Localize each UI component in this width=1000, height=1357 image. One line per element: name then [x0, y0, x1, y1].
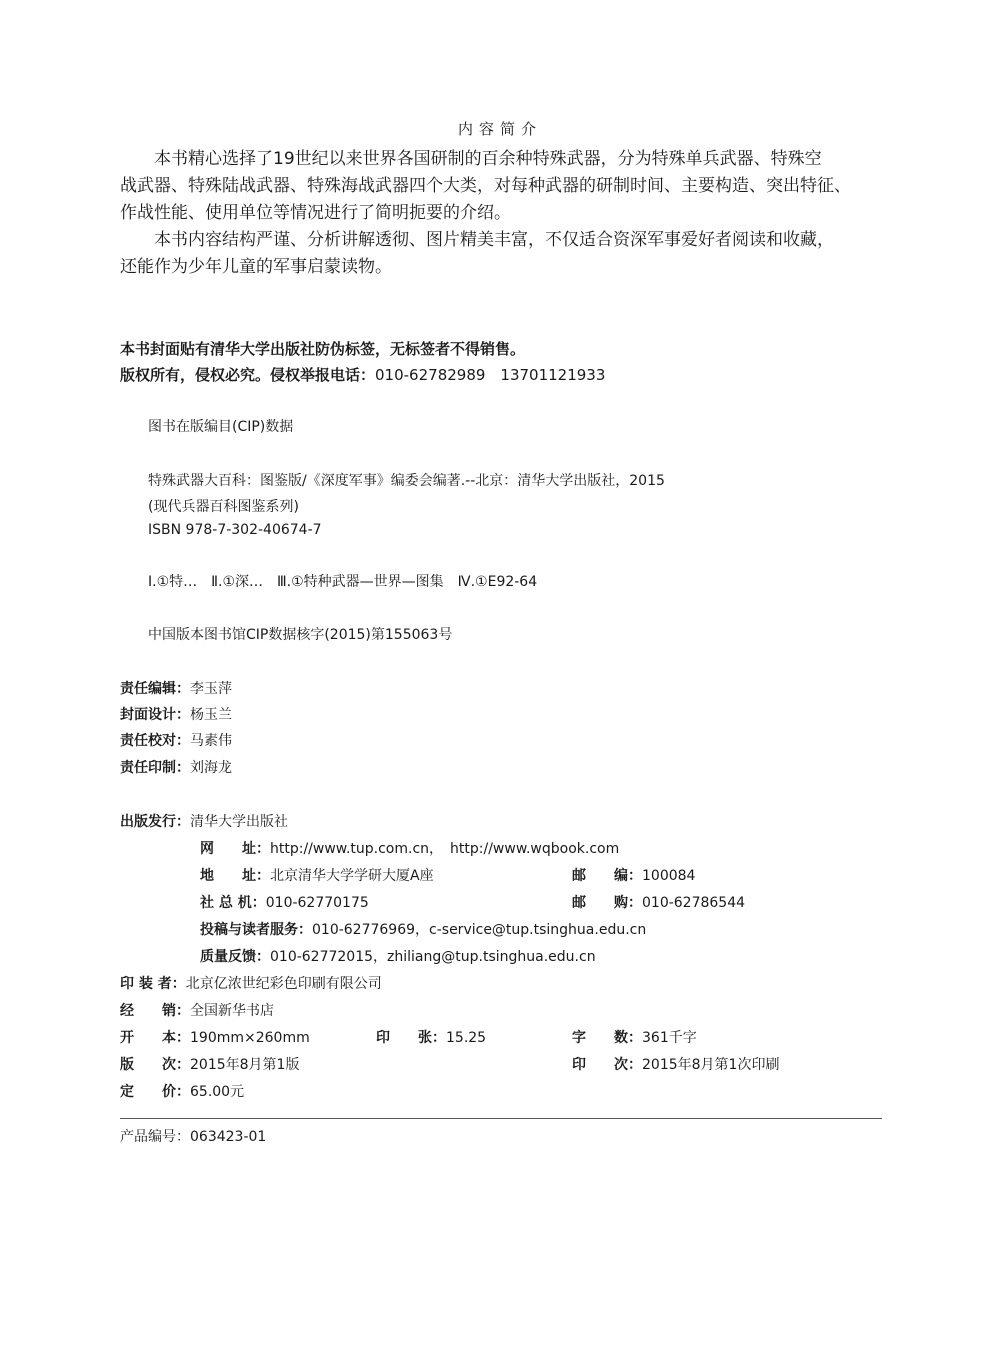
format-value: 190mm×260mm — [190, 1030, 310, 1046]
switchboard-row — [200, 892, 369, 912]
address-label: 地 址： — [200, 868, 270, 884]
staff-row — [120, 730, 232, 750]
staff-label: 责任印制： — [120, 760, 190, 776]
mail-order-row — [572, 892, 745, 912]
publisher-value: 清华大学出版社 — [190, 814, 288, 830]
cip-line-2: (现代兵器百科图鉴系列) — [148, 499, 299, 515]
product-number-label: 产品编号： — [120, 1129, 190, 1145]
summary-title: 内容简介 — [457, 120, 542, 138]
mail-order-label: 邮 购： — [572, 895, 642, 911]
switchboard-label: 社 总 机： — [200, 895, 266, 911]
words-label: 字 数： — [572, 1030, 642, 1046]
mail-order-value: 010-62786544 — [642, 895, 746, 911]
sheets-label: 印 张： — [376, 1030, 446, 1046]
staff-row — [120, 757, 232, 777]
cip-line-1: 特殊武器大百科：图鉴版/《深度军事》编委会编著.--北京：清华大学出版社，2015 — [148, 473, 665, 489]
format-label: 开 本： — [120, 1030, 190, 1046]
printer-value: 北京亿浓世纪彩色印刷有限公司 — [185, 976, 382, 992]
distributor-value: 全国新华书店 — [190, 1003, 274, 1019]
sheets-value: 15.25 — [446, 1030, 487, 1046]
printer-label: 印 装 者： — [120, 976, 186, 992]
words-row — [572, 1027, 697, 1047]
staff-row — [120, 704, 232, 724]
divider — [120, 1118, 882, 1119]
submission-label: 投稿与读者服务： — [200, 922, 312, 938]
anti-counterfeit-notice: 本书封面贴有清华大学出版社防伪标签，无标签者不得销售。 — [120, 340, 526, 358]
website-label: 网 址： — [200, 841, 270, 857]
staff-row — [120, 678, 232, 698]
staff-label: 责任校对： — [120, 733, 190, 749]
format-row — [120, 1027, 310, 1047]
postcode-row — [572, 865, 695, 885]
edition-value: 2015年8月第1版 — [190, 1057, 300, 1073]
cip-classification: Ⅰ.①特… Ⅱ.①深… Ⅲ.①特种武器—世界—图集 Ⅳ.①E92-64 — [148, 574, 538, 590]
price-row — [120, 1081, 244, 1101]
staff-value: 马素伟 — [190, 733, 232, 749]
impression-row — [572, 1054, 779, 1074]
feedback-label: 质量反馈： — [200, 949, 270, 965]
staff-label: 责任编辑： — [120, 681, 190, 697]
cip-isbn: ISBN 978-7-302-40674-7 — [148, 522, 322, 538]
impression-label: 印 次： — [572, 1057, 642, 1073]
summary-paragraph-2 — [120, 227, 882, 281]
summary-line: 本书精心选择了19世纪以来世界各国研制的百余种特殊武器，分为特殊单兵武器、特殊空 — [154, 149, 822, 169]
feedback-row — [200, 946, 596, 966]
summary-line: 战武器、特殊陆战武器、特殊海战武器四个大类，对每种武器的研制时间、主要构造、突出特征、 — [120, 176, 851, 196]
summary-line: 作战性能、使用单位等情况进行了简明扼要的介绍。 — [120, 203, 511, 223]
distributor-label: 经 销： — [120, 1003, 190, 1019]
publisher-label: 出版发行： — [120, 814, 190, 830]
words-value: 361千字 — [642, 1030, 697, 1046]
product-number-value: 063423-01 — [190, 1129, 267, 1145]
staff-label: 封面设计： — [120, 707, 190, 723]
address-row — [200, 865, 434, 885]
submission-value: 010-62776969，c-service@tup.tsinghua.edu.cn — [312, 922, 647, 938]
website-value: http://www.tup.com.cn， http://www.wqbook.com — [270, 841, 620, 857]
staff-value: 杨玉兰 — [190, 707, 232, 723]
edition-label: 版 次： — [120, 1057, 190, 1073]
summary-line: 本书内容结构严谨、分析讲解透彻、图片精美丰富，不仅适合资深军事爱好者阅读和收藏， — [154, 230, 834, 250]
price-value: 65.00元 — [190, 1084, 245, 1100]
address-value: 北京清华大学学研大厦A座 — [270, 868, 434, 884]
website-row — [200, 838, 619, 858]
staff-value: 刘海龙 — [190, 760, 232, 776]
printer-row — [120, 973, 382, 993]
distributor-row — [120, 1000, 274, 1020]
submission-row — [200, 919, 646, 939]
cip-heading: 图书在版编目(CIP)数据 — [148, 419, 294, 435]
copyright-notice — [120, 364, 605, 385]
summary-paragraph-1 — [120, 146, 882, 227]
cip-record-number: 中国版本图书馆CIP数据核字(2015)第155063号 — [148, 627, 453, 643]
summary-line: 还能作为少年儿童的军事启蒙读物。 — [120, 257, 392, 277]
publisher-row — [120, 811, 288, 831]
postcode-label: 邮 编： — [572, 868, 642, 884]
product-number-row — [120, 1126, 266, 1146]
copyright-phones: 010-62782989 13701121933 — [375, 366, 606, 384]
switchboard-value: 010-62770175 — [265, 895, 369, 911]
feedback-value: 010-62772015，zhiliang@tup.tsinghua.edu.cn — [270, 949, 596, 965]
impression-value: 2015年8月第1次印刷 — [642, 1057, 780, 1073]
postcode-value: 100084 — [642, 868, 696, 884]
staff-value: 李玉萍 — [190, 681, 232, 697]
edition-row — [120, 1054, 299, 1074]
copyright-label: 版权所有，侵权必究。侵权举报电话： — [120, 366, 376, 384]
sheets-row — [376, 1027, 486, 1047]
price-label: 定 价： — [120, 1084, 190, 1100]
